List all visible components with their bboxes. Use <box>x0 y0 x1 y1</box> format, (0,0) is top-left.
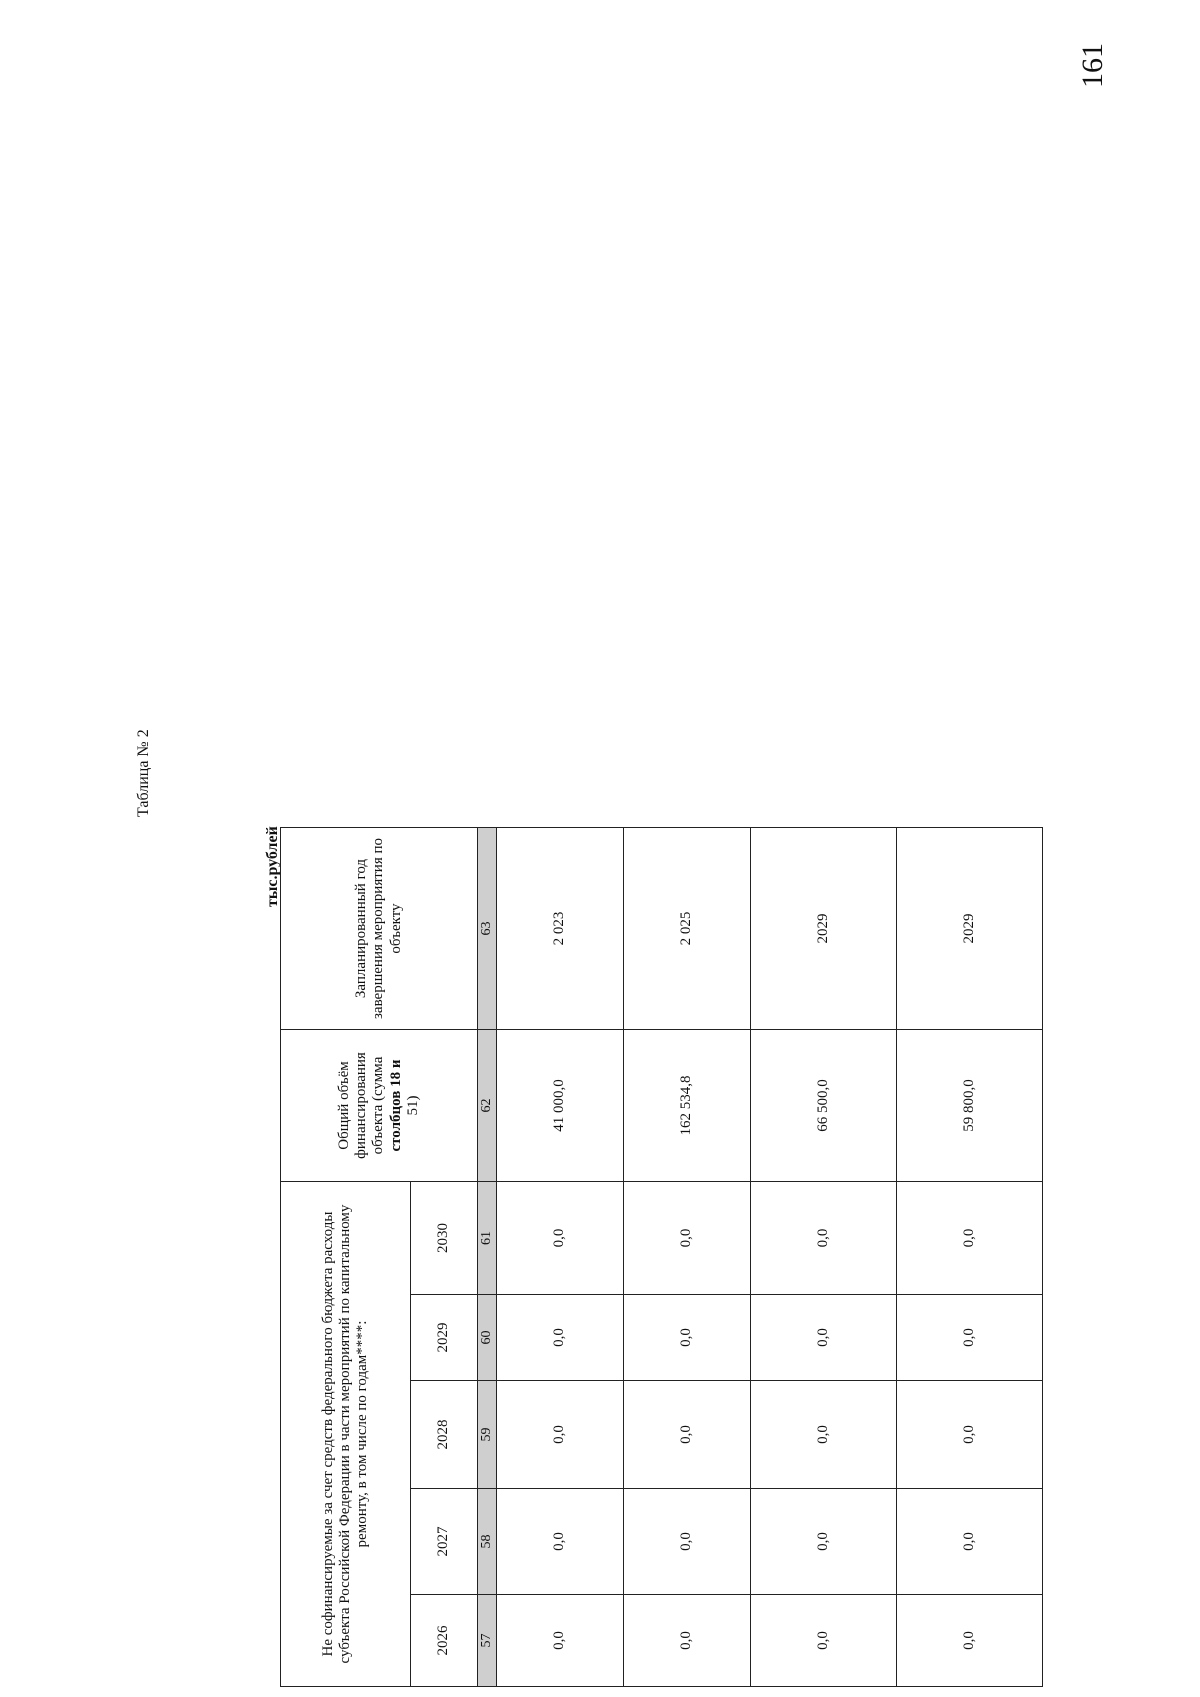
cell-2029: 0,0 <box>897 1295 1043 1381</box>
cell-2028: 0,0 <box>497 1381 624 1489</box>
year-2028-header: 2028 <box>411 1381 478 1489</box>
year-2029-header: 2029 <box>411 1295 478 1381</box>
cofinancing-group-header: Не софинансируемые за счет средств федерального бюджета расходы субъекта Российской Федерации в части мероприятий по капитальному ремонту, в том числе по годам****: <box>281 1182 411 1687</box>
cell-2028: 0,0 <box>624 1381 751 1489</box>
cell-total: 162 534,8 <box>624 1030 751 1182</box>
cell-2026: 0,0 <box>624 1595 751 1687</box>
column-number-row <box>478 828 497 1687</box>
cell-completion-year: 2 023 <box>497 828 624 1030</box>
header-row-1 <box>281 828 411 1687</box>
cell-2027: 0,0 <box>497 1489 624 1595</box>
column-number: 58 <box>478 1489 497 1595</box>
total-financing-header-bold: столбцов 18 и <box>387 1059 404 1152</box>
table-row <box>497 828 624 1687</box>
column-number: 60 <box>478 1295 497 1381</box>
completion-year-header: Запланированный год завершения мероприятия по объекту <box>281 828 478 1030</box>
cell-2028: 0,0 <box>751 1381 897 1489</box>
cell-completion-year: 2029 <box>897 828 1043 1030</box>
cell-2026: 0,0 <box>497 1595 624 1687</box>
column-number: 62 <box>478 1030 497 1182</box>
cell-total: 41 000,0 <box>497 1030 624 1182</box>
total-financing-header <box>281 1030 478 1182</box>
table-row <box>624 828 751 1687</box>
cell-2026: 0,0 <box>897 1595 1043 1687</box>
total-financing-header-tail: 51) <box>404 1095 421 1116</box>
cell-2026: 0,0 <box>751 1595 897 1687</box>
column-number: 57 <box>478 1595 497 1687</box>
column-number: 59 <box>478 1381 497 1489</box>
cell-2030: 0,0 <box>624 1182 751 1295</box>
column-number: 61 <box>478 1182 497 1295</box>
column-number: 63 <box>478 828 497 1030</box>
cell-completion-year: 2029 <box>751 828 897 1030</box>
table-caption: Таблица № 2 <box>135 729 152 817</box>
year-2030-header: 2030 <box>411 1182 478 1295</box>
cell-2027: 0,0 <box>751 1489 897 1595</box>
page-number: 161 <box>1076 43 1109 88</box>
financing-table <box>280 827 1043 1687</box>
cell-2030: 0,0 <box>497 1182 624 1295</box>
table-row <box>751 828 897 1687</box>
cell-2029: 0,0 <box>624 1295 751 1381</box>
year-2027-header: 2027 <box>411 1489 478 1595</box>
cell-2028: 0,0 <box>897 1381 1043 1489</box>
cell-2030: 0,0 <box>751 1182 897 1295</box>
table-row <box>897 828 1043 1687</box>
cell-completion-year: 2 025 <box>624 828 751 1030</box>
cell-2027: 0,0 <box>624 1489 751 1595</box>
cell-2027: 0,0 <box>897 1489 1043 1595</box>
cell-2029: 0,0 <box>497 1295 624 1381</box>
cell-total: 59 800,0 <box>897 1030 1043 1182</box>
cell-2030: 0,0 <box>897 1182 1043 1295</box>
year-2026-header: 2026 <box>411 1595 478 1687</box>
cell-2029: 0,0 <box>751 1295 897 1381</box>
total-financing-header-text: Общий объём финансирования объекта (сумма <box>335 1052 387 1159</box>
units-label: тыс.рублей <box>264 826 281 907</box>
cell-total: 66 500,0 <box>751 1030 897 1182</box>
